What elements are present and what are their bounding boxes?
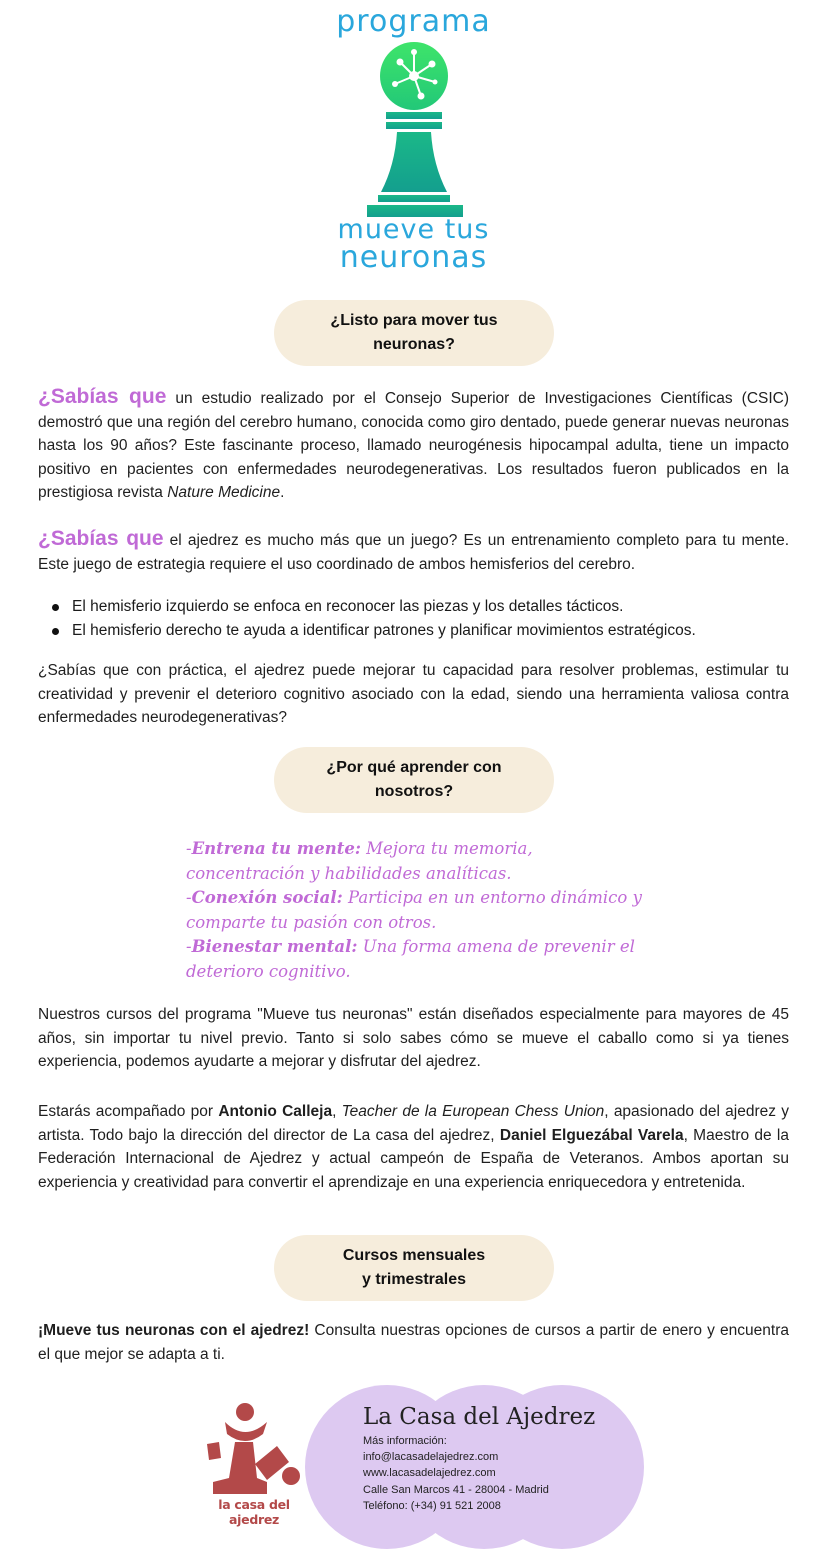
section-heading-why	[274, 747, 554, 813]
paragraph-text: ,	[332, 1103, 342, 1120]
paragraph-text: , apasionado del ajedrez y artista. Todo bajo la dirección del director de La casa del ajedrez,	[38, 1103, 789, 1144]
paragraph-end: .	[280, 484, 285, 501]
lead-phrase: ¿Sabías que	[38, 385, 167, 408]
teacher-name: Antonio Calleja	[218, 1103, 333, 1120]
benefit-text: Una forma amena de prevenir el deterioro cognitivo.	[186, 937, 635, 981]
benefit-title: Bienestar mental:	[191, 937, 358, 956]
chess-pawn-logo-icon	[355, 40, 475, 218]
journal-name: Nature Medicine	[167, 484, 281, 501]
lead-phrase: ¿Sabías que	[38, 527, 164, 550]
benefit-title: Conexión social:	[191, 888, 343, 907]
benefit-item: -Entrena tu mente: Mejora tu memoria, concentración y habilidades analíticas.	[186, 839, 533, 883]
paragraph-teachers	[38, 1100, 789, 1194]
logo-word-neuronas: neuronas	[339, 240, 488, 275]
logo-word-programa: programa	[336, 4, 491, 39]
teacher-role: Teacher de la European Chess Union	[341, 1103, 605, 1120]
paragraph-call-to-action	[38, 1319, 789, 1366]
hemisphere-list	[48, 595, 788, 643]
paragraph-text: un estudio realizado por el Consejo Superior de Investigaciones Científicas (CSIC) demostró que una región del cerebro humano, conocida como giro dentado, puede generar nuevas neuronas hasta los 90 años? Este fascinante proceso, llamado neurogénesis hipocampal adulta, tiene un impacto positivo en pacientes con enfermedades neurodegenerativas. Los resultados fueron publicados en la prestigiosa revista	[38, 390, 790, 501]
footer-address: Calle San Marcos 41 - 28004 - Madrid	[363, 1484, 549, 1496]
benefit-item: -Bienestar mental: Una forma amena de prevenir el deterioro cognitivo.	[186, 937, 635, 981]
paragraph-text: , Maestro de la Federación Internacional de Ajedrez y actual campeón de España de Veteranos. Ambos aportan su experiencia y creatividad para convertir el aprendizaje en una experiencia enriquecedora y entretenida.	[38, 1126, 789, 1191]
paragraph-csic-study	[38, 385, 789, 505]
paragraph-courses: Nuestros cursos del programa "Mueve tus neuronas" están diseñados especialmente para mayores de 45 años, sin importar tu nivel previo. Tanto si solo sabes cómo se mueve el caballo como si ya tienes experiencia, podemos ayudarte a mejorar y disfrutar del ajedrez.	[38, 1006, 789, 1070]
paragraph-text: el ajedrez es mucho más que un juego? Es un entrenamiento completo para tu mente. Este juego de estrategia requiere el uso coordinado de ambos hemisferios del cerebro.	[38, 532, 790, 573]
section-heading-line: y trimestrales	[361, 1271, 467, 1288]
paragraph-text: Estarás acompañado por	[38, 1103, 219, 1120]
footer-title: La Casa del Ajedrez	[363, 1404, 596, 1430]
section-heading-line: neuronas?	[373, 336, 455, 353]
paragraph-chess-training	[38, 527, 789, 576]
list-item: El hemisferio izquierdo se enfoca en reconocer las piezas y los detalles tácticos.	[48, 595, 788, 619]
benefit-item: -Conexión social: Participa en un entorno dinámico y comparte tu pasión con otros.	[186, 888, 642, 932]
brand-name: la casa del ajedrez	[218, 1497, 290, 1527]
benefits-list	[186, 837, 646, 984]
footer-info-label: Más información:	[363, 1435, 447, 1447]
section-heading-courses	[274, 1235, 554, 1301]
benefit-text: Participa en un entorno dinámico y comparte tu pasión con otros.	[186, 888, 642, 932]
footer-website-link[interactable]: www.lacasadelajedrez.com	[363, 1467, 496, 1479]
section-heading-line: nosotros?	[374, 783, 454, 800]
footer-email-link[interactable]: info@lacasadelajedrez.com	[363, 1451, 499, 1463]
director-name: Daniel Elguezábal Varela	[499, 1126, 684, 1144]
benefit-text: Mejora tu memoria, concentración y habilidades analíticas.	[186, 839, 533, 883]
list-item: El hemisferio derecho te ayuda a identificar patrones y planificar movimientos estratégicos.	[48, 619, 788, 643]
section-heading-ready	[274, 300, 554, 366]
section-heading-line: Cursos mensuales	[342, 1247, 486, 1264]
cta-bold: ¡Mueve tus neuronas con el ajedrez!	[38, 1322, 310, 1339]
paragraph-chess-benefits: ¿Sabías que con práctica, el ajedrez puede mejorar tu capacidad para resolver problemas, estimular tu creatividad y prevenir el deterioro cognitivo asociado con la edad, siendo una herramienta valiosa contra enfermedades neurodegenerativas?	[38, 662, 789, 726]
casa-ajedrez-logo-icon	[205, 1402, 305, 1498]
footer-phone: Teléfono: (+34) 91 521 2008	[363, 1500, 501, 1512]
logo-word-mueve-tus: mueve tus	[337, 214, 490, 245]
paragraph-text: Consulta nuestras opciones de cursos a partir de enero y encuentra el que mejor se adapta a ti.	[38, 1322, 789, 1363]
section-heading-line: ¿Por qué aprender con	[326, 759, 502, 776]
benefit-title: Entrena tu mente:	[191, 839, 361, 858]
section-heading-line: ¿Listo para mover tus	[330, 312, 498, 329]
